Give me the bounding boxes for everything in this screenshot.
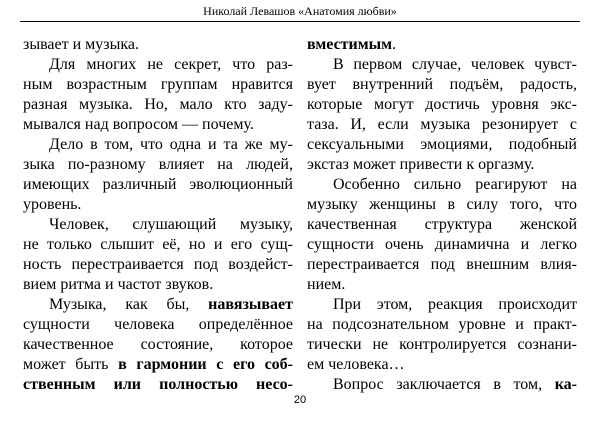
text-line: уровень. (23, 196, 82, 213)
bold-phrase: в гармонии с его соб- (118, 356, 293, 373)
text-line: качественное состояние, которое (23, 336, 293, 353)
text-line: ем человека… (307, 356, 405, 373)
text-run: . (392, 36, 397, 53)
text-line: ным возрастным группам нравится (23, 76, 293, 93)
text-line (23, 295, 293, 315)
text-line (307, 35, 577, 55)
text-line: разная музыка. Но, мало кто заду- (23, 96, 293, 113)
text-line: сущности очень динамична и легко (307, 236, 577, 253)
text-line: Дело в том, что одна и та же му- (49, 136, 293, 153)
text-line: ственным или полностью несо- (23, 376, 293, 393)
bold-fragment: ка- (554, 376, 577, 393)
bold-term: вместимым (307, 36, 393, 53)
running-header: Николай Левашов «Анатомия любви» (203, 4, 397, 18)
text-line: таза. И, если музыка резонирует с (307, 116, 577, 133)
header-rule (20, 21, 580, 22)
text-line: экстаз может привести к оргазму. (307, 156, 535, 173)
text-line: зывает и музыка. (23, 36, 139, 53)
page-number: 20 (293, 394, 307, 406)
right-column (307, 35, 577, 395)
text-line: сущности человека определённое (23, 316, 293, 333)
text-line: качественная структура женской (307, 216, 577, 233)
text-line: сексуальными эмоциями, подобный (307, 136, 577, 153)
bold-term: навязывает (208, 296, 293, 313)
text-line: мывался над вопросом — почему. (23, 116, 254, 133)
text-line: В первом случае, человек чувст- (333, 56, 577, 73)
text-line: не только слышит её, но и его сущ- (23, 236, 293, 253)
text-line: на подсознательном уровне и практ- (307, 316, 577, 333)
text-line: перестраивается под внешним влия- (307, 256, 577, 273)
text-line: тически не контролируется сознани- (307, 336, 577, 353)
text-line: музыку женщины в силу того, что (307, 196, 577, 213)
text-run: Музыка, как бы, (49, 296, 190, 313)
text-run: может быть (23, 356, 109, 373)
text-line: имеющих различный эволюционный (23, 176, 293, 193)
left-column (23, 35, 293, 395)
text-line: ность перестраивается под воздейст- (23, 256, 293, 273)
text-line: Особенно сильно реагируют на (333, 176, 577, 193)
text-line: Для многих не секрет, что раз- (49, 56, 293, 73)
text-line: нием. (307, 276, 346, 293)
text-line: зыка по-разному влияет на людей, (23, 156, 293, 173)
text-line (307, 375, 577, 395)
text-line: которые могут достичь уровня экс- (307, 96, 577, 113)
text-line (23, 355, 293, 375)
text-line: При этом, реакция происходит (333, 296, 577, 313)
text-line: Человек, слушающий музыку, (49, 216, 293, 233)
text-run: Вопрос заключается в том, (333, 376, 543, 393)
text-line: вует внутренний подъём, радость, (307, 76, 577, 93)
text-line: вием ритма и частот звуков. (23, 276, 214, 293)
